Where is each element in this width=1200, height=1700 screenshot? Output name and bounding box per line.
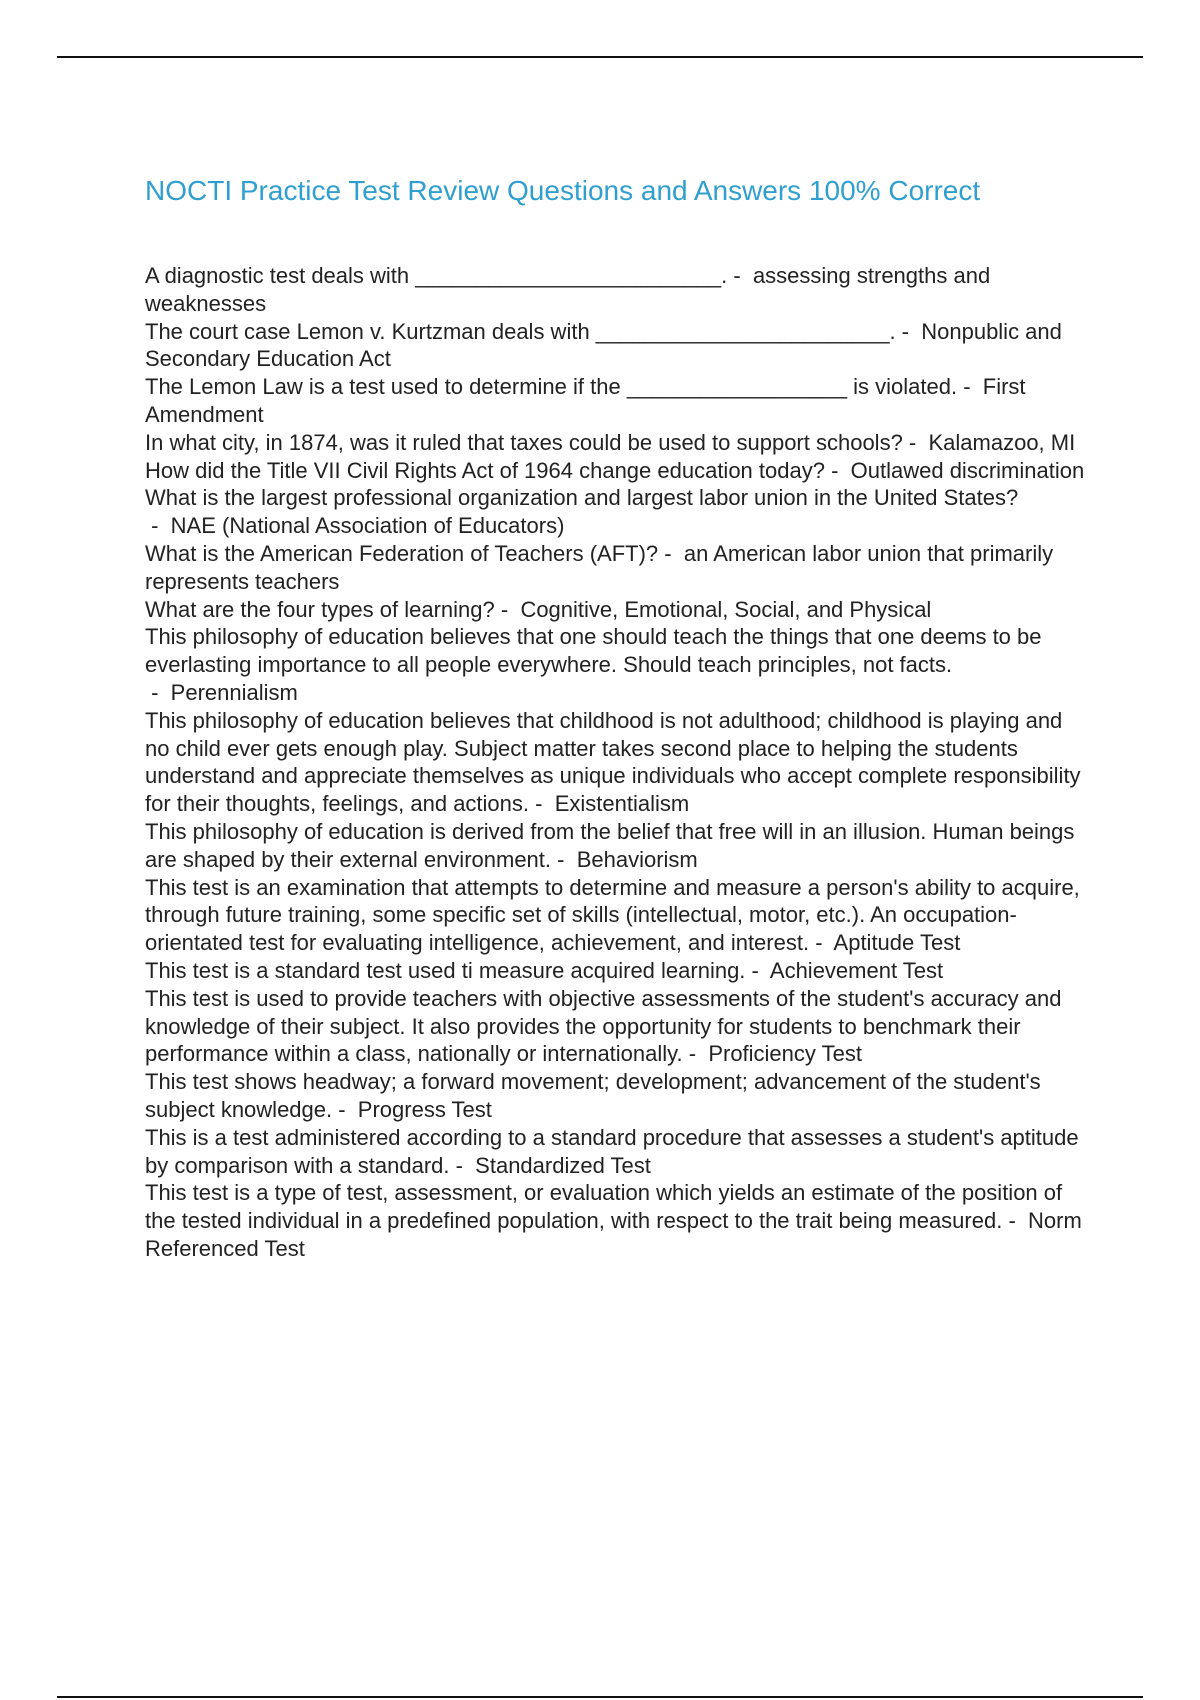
question-text: How did the Title VII Civil Rights Act of 1964 change education today?: [145, 457, 825, 483]
header-rule: [57, 56, 1143, 58]
question-text: This test is used to provide teachers with objective assessments of the student's accuracy and knowledge of their subject. It also provides the opportunity for students to benchmark their performance within a class, nationally or internationally.: [145, 985, 1062, 1067]
answer-text: Cognitive, Emotional, Social, and Physical: [520, 596, 932, 622]
question-text: The Lemon Law is a test used to determine if the __________________ is violated.: [145, 374, 958, 400]
qa-item: [145, 957, 1085, 985]
qa-item: [145, 373, 1085, 429]
answer-text: assessing strengths and weaknesses: [145, 263, 991, 316]
answer-text: Progress Test: [357, 1096, 492, 1122]
question-text: This test is a standard test used ti measure acquired learning.: [145, 957, 746, 983]
answer-text: Standardized Test: [475, 1152, 651, 1178]
answer-text: Proficiency Test: [708, 1041, 862, 1067]
qa-separator: -: [332, 1096, 358, 1122]
qa-item: [145, 540, 1085, 596]
qa-separator: -: [449, 1152, 476, 1178]
question-text: In what city, in 1874, was it ruled that taxes could be used to support schools?: [145, 429, 903, 455]
answer-text: Behaviorism: [576, 846, 698, 872]
qa-separator: -: [1002, 1208, 1028, 1234]
question-text: This test shows headway; a forward movement; development; advancement of the student's subject knowledge.: [145, 1069, 1041, 1122]
qa-item: [145, 457, 1085, 485]
qa-item: [145, 484, 1085, 540]
qa-item: [145, 623, 1085, 706]
footer-rule: [57, 1696, 1143, 1698]
qa-separator: -: [957, 374, 983, 400]
qa-separator: -: [551, 846, 577, 872]
answer-text: NAE (National Association of Educators): [170, 513, 565, 539]
qa-separator: -: [145, 679, 171, 705]
qa-separator: -: [658, 540, 684, 566]
answer-text: Norm Referenced Test: [145, 1208, 1082, 1261]
qa-separator: -: [902, 429, 929, 455]
question-text: A diagnostic test deals with _________________________.: [145, 263, 728, 288]
qa-separator: -: [895, 318, 922, 344]
qa-item: [145, 318, 1085, 374]
question-text: This test is an examination that attempts to determine and measure a person's ability to acquire, through future training, some specific set of skills (intellectual, motor, etc.). An occupation-orientated test for evaluating intelligence, achievement, and interest.: [145, 874, 1080, 956]
answer-text: Outlawed discrimination: [850, 457, 1085, 483]
answer-text: Kalamazoo, MI: [928, 429, 1076, 455]
qa-list: [145, 262, 1085, 1263]
qa-item: [145, 429, 1085, 457]
question-text: This test is a type of test, assessment, or evaluation which yields an estimate of the position of the tested individual in a predefined population, with respect to the trait being measured.: [145, 1180, 1063, 1234]
question-text: What are the four types of learning?: [145, 596, 495, 622]
answer-text: an American labor union that primarily represents teachers: [145, 540, 1054, 594]
answer-text: Existentialism: [554, 791, 690, 817]
qa-separator: -: [494, 596, 521, 622]
answer-text: First Amendment: [145, 374, 1026, 427]
qa-separator: -: [824, 457, 851, 483]
answer-text: Nonpublic and Secondary Education Act: [145, 318, 1062, 372]
question-text: This is a test administered according to a standard procedure that assesses a student's aptitude by comparison with a standard.: [145, 1124, 1079, 1178]
qa-item: [145, 1068, 1085, 1124]
qa-item: [145, 874, 1085, 957]
question-text: What is the American Federation of Teachers (AFT)?: [145, 540, 659, 566]
qa-item: [145, 262, 1085, 318]
qa-item: [145, 985, 1085, 1068]
answer-text: Achievement Test: [769, 957, 944, 983]
question-text: This philosophy of education believes that childhood is not adulthood; childhood is playing and no child ever gets enough play. Subject matter takes second place to helping the students understand and appreciate themselves as unique individuals who accept complete responsibility for their thoughts, feelings, and actions.: [145, 707, 1081, 817]
document-title: NOCTI Practice Test Review Questions and Answers 100% Correct: [145, 175, 981, 206]
question-text: What is the largest professional organization and largest labor union in the United States?: [145, 485, 1019, 511]
qa-item: [145, 1124, 1085, 1180]
qa-separator: -: [682, 1041, 709, 1067]
qa-separator: -: [727, 263, 753, 288]
question-text: This philosophy of education believes that one should teach the things that one deems to be everlasting importance to all people everywhere. Should teach principles, not facts.: [145, 624, 1042, 678]
qa-separator: -: [145, 513, 171, 539]
answer-text: Perennialism: [170, 679, 298, 705]
question-text: This philosophy of education is derived from the belief that free will in an illusion. Human beings are shaped by their external environment.: [145, 818, 1075, 872]
qa-item: [145, 1179, 1085, 1262]
qa-item: [145, 707, 1085, 818]
question-text: The court case Lemon v. Kurtzman deals with ________________________.: [145, 318, 896, 344]
qa-separator: -: [529, 791, 555, 817]
qa-separator: -: [745, 957, 770, 983]
answer-text: Aptitude Test: [833, 930, 961, 956]
qa-item: [145, 818, 1085, 874]
qa-separator: -: [809, 930, 834, 956]
qa-item: [145, 596, 1085, 624]
